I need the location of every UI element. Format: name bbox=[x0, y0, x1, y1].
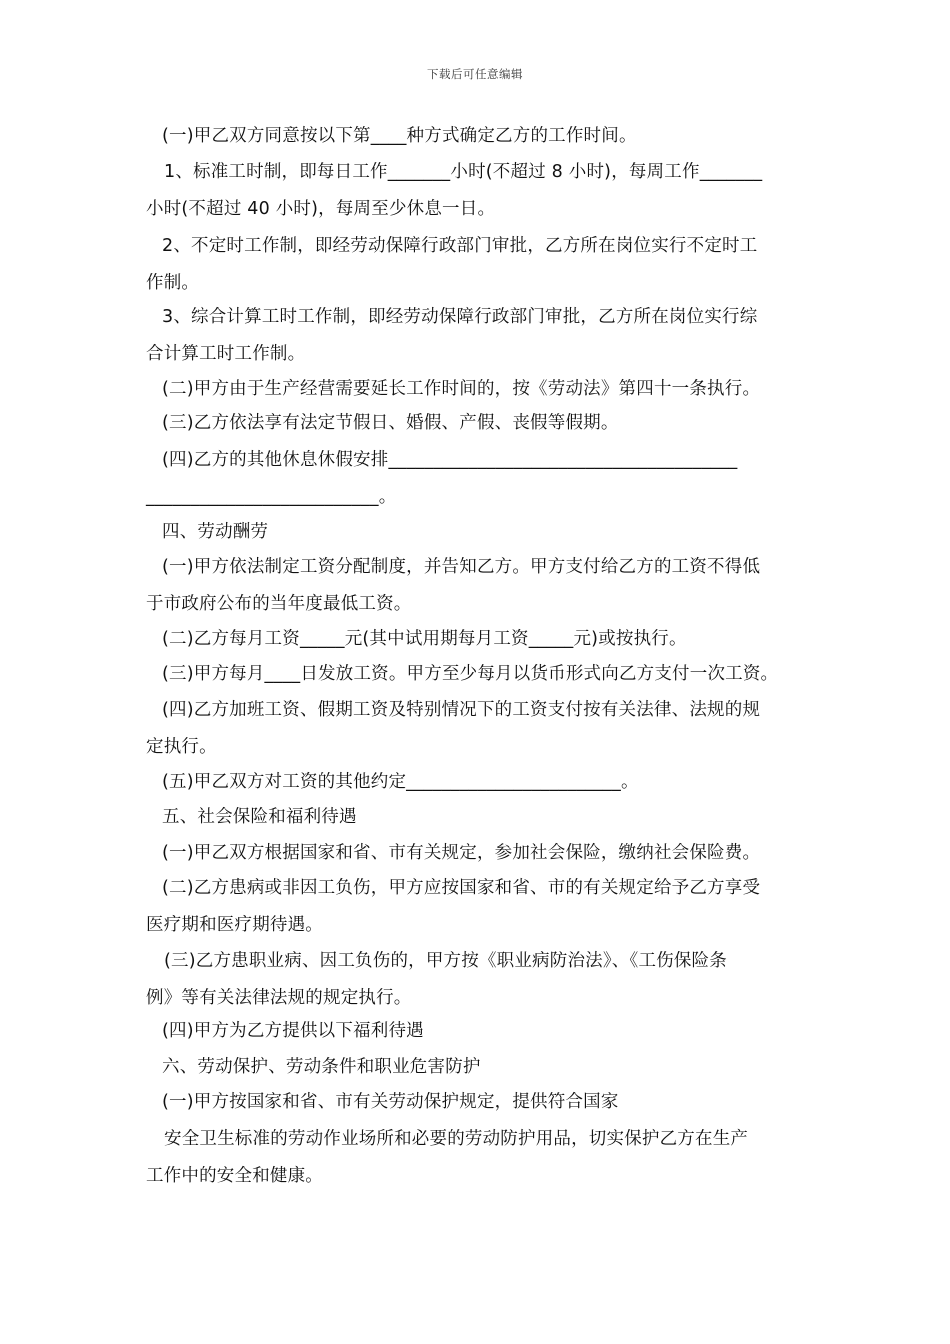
paragraph-line: 于市政府公布的当年度最低工资。 bbox=[146, 594, 412, 614]
paragraph-line: 工作中的安全和健康。 bbox=[146, 1166, 323, 1186]
paragraph-line: (三)甲方每月____日发放工资。甲方至少每月以货币形式向乙方支付一次工资。 bbox=[162, 664, 779, 684]
paragraph-line: __________________________。 bbox=[146, 487, 397, 507]
paragraph-line: (一)甲乙双方同意按以下第____种方式确定乙方的工作时间。 bbox=[162, 126, 637, 146]
paragraph-line: 定执行。 bbox=[146, 737, 217, 757]
page-header: 下载后可任意编辑 bbox=[427, 67, 523, 81]
section-heading: 五、社会保险和福利待遇 bbox=[162, 807, 357, 827]
paragraph-line: 医疗期和医疗期待遇。 bbox=[146, 915, 323, 935]
paragraph-line: 例》等有关法律法规的规定执行。 bbox=[146, 988, 412, 1008]
paragraph-line: 1、标准工时制，即每日工作_______小时(不超过 8 小时)，每周工作_______ bbox=[164, 162, 763, 182]
paragraph-line: 小时(不超过 40 小时)，每周至少休息一日。 bbox=[146, 199, 496, 219]
paragraph-line: (一)甲方按国家和省、市有关劳动保护规定，提供符合国家 bbox=[162, 1092, 619, 1112]
paragraph-line: 合计算工时工作制。 bbox=[146, 344, 306, 364]
paragraph-line: (四)甲方为乙方提供以下福利待遇 bbox=[162, 1021, 424, 1041]
paragraph-line: 2、不定时工作制，即经劳动保障行政部门审批，乙方所在岗位实行不定时工 bbox=[162, 236, 758, 256]
paragraph-line: (三)乙方依法享有法定节假日、婚假、产假、丧假等假期。 bbox=[162, 413, 619, 433]
paragraph-line: 安全卫生标准的劳动作业场所和必要的劳动防护用品，切实保护乙方在生产 bbox=[164, 1129, 749, 1149]
paragraph-line: (三)乙方患职业病、因工负伤的，甲方按《职业病防治法》、《工伤保险条 bbox=[164, 951, 727, 971]
paragraph-line: 作制。 bbox=[146, 273, 200, 293]
paragraph-line: (二)甲方由于生产经营需要延长工作时间的，按《劳动法》第四十一条执行。 bbox=[162, 379, 761, 399]
paragraph-line: (四)乙方的其他休息休假安排_______________________________________ bbox=[162, 450, 738, 470]
paragraph-line: (五)甲乙双方对工资的其他约定________________________。 bbox=[162, 772, 639, 792]
paragraph-line: (一)甲乙双方根据国家和省、市有关规定，参加社会保险，缴纳社会保险费。 bbox=[162, 843, 761, 863]
paragraph-line: (四)乙方加班工资、假期工资及特别情况下的工资支付按有关法律、法规的规 bbox=[162, 700, 761, 720]
paragraph-line: (二)乙方患病或非因工负伤，甲方应按国家和省、市的有关规定给予乙方享受 bbox=[162, 878, 761, 898]
paragraph-line: (二)乙方每月工资_____元(其中试用期每月工资_____元)或按执行。 bbox=[162, 629, 687, 649]
paragraph-line: 3、综合计算工时工作制，即经劳动保障行政部门审批，乙方所在岗位实行综 bbox=[162, 307, 758, 327]
section-heading: 四、劳动酬劳 bbox=[162, 522, 269, 542]
paragraph-line: (一)甲方依法制定工资分配制度，并告知乙方。甲方支付给乙方的工资不得低 bbox=[162, 557, 761, 577]
section-heading: 六、劳动保护、劳动条件和职业危害防护 bbox=[162, 1057, 481, 1077]
